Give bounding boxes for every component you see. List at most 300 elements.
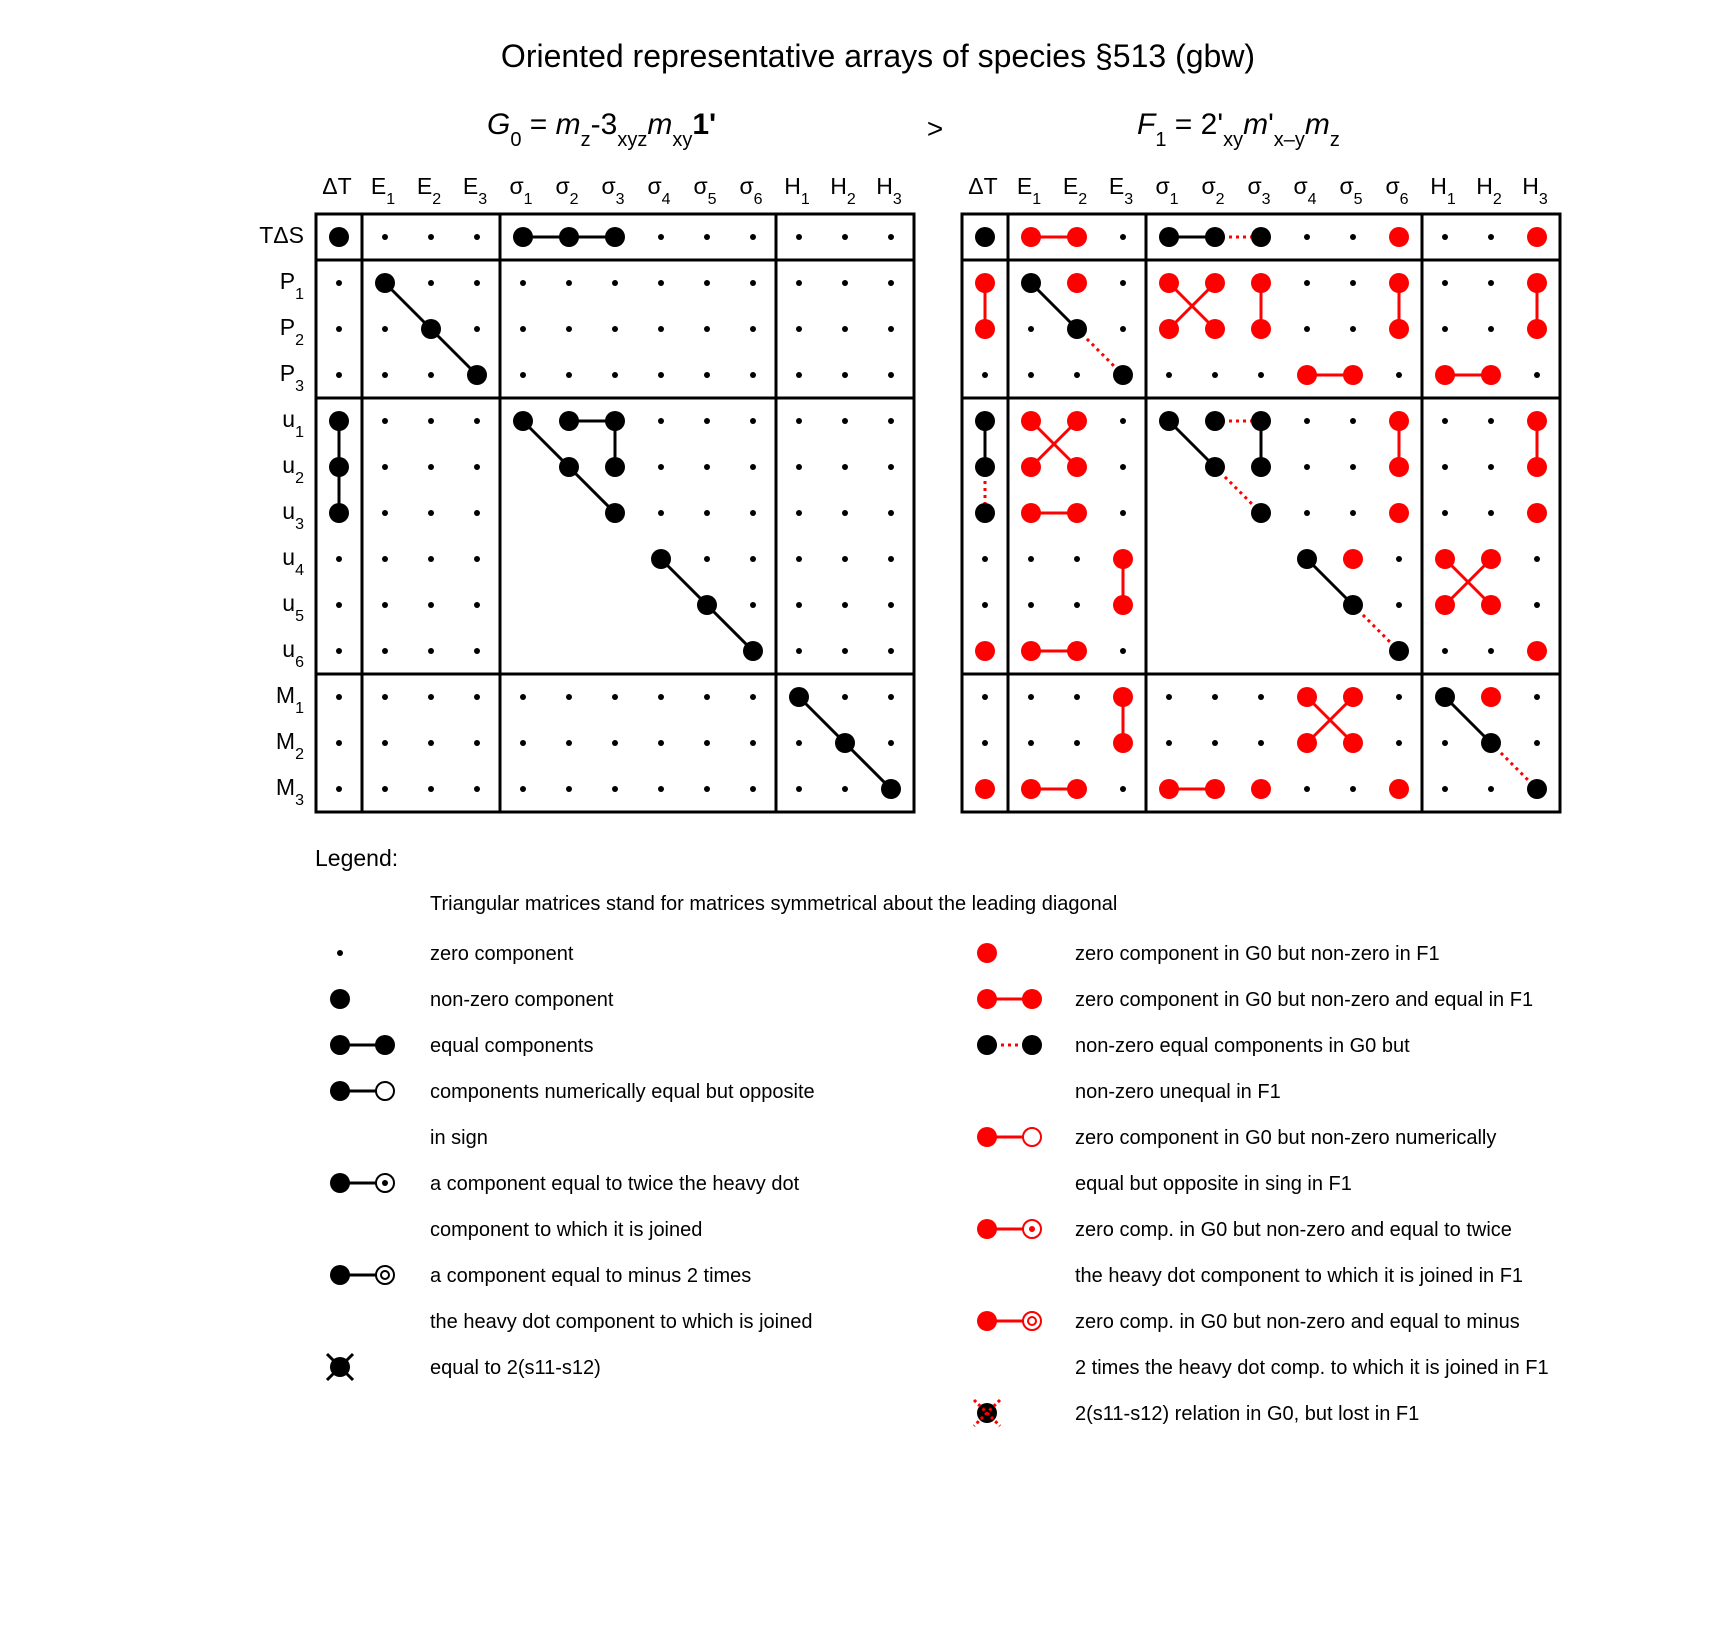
zero-component-dot: [382, 694, 388, 700]
zero-component-dot: [1488, 418, 1494, 424]
zero-component-dot: [336, 786, 342, 792]
row-header-base: P: [279, 360, 296, 386]
column-header: [647, 173, 670, 208]
red-component-dot: [1527, 227, 1547, 247]
column-header: [876, 173, 902, 208]
column-header-base: σ: [509, 173, 524, 199]
zero-component-dot: [1396, 602, 1402, 608]
row-header: [280, 268, 304, 303]
row-header: [259, 222, 304, 248]
nonzero-component-dot: [1021, 273, 1041, 293]
row-header-sub: 2: [295, 746, 304, 763]
formula-part: x–y: [1273, 129, 1305, 151]
zero-component-dot: [750, 602, 756, 608]
zero-component-dot: [1304, 280, 1310, 286]
column-header-sub: 2: [432, 191, 442, 208]
column-header: [463, 173, 487, 208]
red-component-dot: [1435, 549, 1455, 569]
red-component-dot: [1343, 733, 1363, 753]
red-component-dot: [1389, 319, 1409, 339]
nonzero-component-dot: [1205, 227, 1225, 247]
red-component-dot: [1435, 365, 1455, 385]
zero-component-dot: [796, 510, 802, 516]
red-component-dot: [1389, 411, 1409, 431]
link-start-icon: [330, 1173, 350, 1193]
link-start-icon: [330, 1081, 350, 1101]
block-frame: [1422, 398, 1560, 674]
row-header-base: u: [282, 636, 296, 662]
zero-component-dot: [428, 740, 434, 746]
red-component-dot: [1389, 457, 1409, 477]
red-component-dot: [1481, 365, 1501, 385]
nonzero-component-dot: [559, 227, 579, 247]
nonzero-component-dot: [1251, 227, 1271, 247]
zero-component-dot: [888, 510, 894, 516]
legend-item-text: non-zero equal components in G0 but: [1075, 1035, 1410, 1057]
red-component-dot: [1021, 503, 1041, 523]
nonzero-component-dot: [1159, 411, 1179, 431]
column-header: [1109, 173, 1133, 208]
column-header-base: ΔT: [322, 173, 352, 199]
column-header: [1063, 173, 1087, 208]
red-component-dot: [1067, 641, 1087, 661]
nonzero-component-dot: [559, 411, 579, 431]
column-header: [1476, 173, 1502, 208]
zero-component-dot: [1304, 418, 1310, 424]
zero-component-dot: [888, 464, 894, 470]
row-header-sub: 4: [295, 562, 304, 579]
link-start-icon: [330, 1035, 350, 1055]
zero-component-dot: [658, 234, 664, 240]
nonzero-component-dot: [1527, 779, 1547, 799]
inner-ring-icon: [381, 1271, 389, 1279]
column-header: [1247, 173, 1270, 208]
column-header-base: E: [1016, 173, 1033, 199]
zero-component-dot: [566, 786, 572, 792]
legend-item-text: a component equal to minus 2 times: [430, 1265, 752, 1287]
block-frame: [776, 398, 914, 674]
column-header-sub: 3: [892, 191, 902, 208]
row-header-sub: 3: [295, 792, 304, 809]
inner-ring-icon: [1028, 1317, 1036, 1325]
column-header-sub: 3: [1261, 191, 1271, 208]
row-header: [280, 360, 304, 395]
column-header-base: σ: [1339, 173, 1354, 199]
column-header-base: σ: [739, 173, 754, 199]
column-header: [1293, 173, 1316, 208]
row-header-base: P: [279, 268, 296, 294]
diagram-title: Oriented representative arrays of species §513 (gbw): [500, 38, 1256, 74]
zero-component-dot: [750, 418, 756, 424]
column-header-base: H: [1476, 173, 1493, 199]
column-header-sub: 1: [800, 191, 810, 208]
zero-component-dot: [1396, 740, 1402, 746]
zero-component-dot: [1120, 786, 1126, 792]
zero-component-dot: [1304, 326, 1310, 332]
zero-component-dot: [382, 372, 388, 378]
zero-component-dot: [1396, 694, 1402, 700]
open-circle-icon: [376, 1082, 394, 1100]
red-component-dot: [975, 779, 995, 799]
red-component-dot: [1205, 319, 1225, 339]
zero-component-dot: [474, 280, 480, 286]
zero-component-dot: [336, 602, 342, 608]
column-header-sub: 2: [1078, 191, 1088, 208]
legend-item-text: equal but opposite in sing in F1: [1075, 1173, 1352, 1195]
red-component-dot: [1297, 365, 1317, 385]
zero-component-dot: [750, 694, 756, 700]
zero-component-dot: [382, 234, 388, 240]
zero-component-dot: [1120, 280, 1126, 286]
zero-component-dot: [428, 510, 434, 516]
block-frame: [362, 398, 500, 674]
zero-component-dot: [1166, 740, 1172, 746]
column-header-sub: 2: [1492, 191, 1502, 208]
zero-component-dot: [474, 464, 480, 470]
red-component-dot: [1389, 779, 1409, 799]
zero-component-dot: [1350, 464, 1356, 470]
zero-component-dot: [1028, 602, 1034, 608]
zero-component-dot: [382, 786, 388, 792]
zero-component-dot: [428, 786, 434, 792]
column-header-sub: 6: [1399, 191, 1409, 208]
zero-component-dot: [842, 602, 848, 608]
nonzero-component-dot: [375, 273, 395, 293]
nonzero-component-dot: [605, 227, 625, 247]
zero-component-dot: [796, 326, 802, 332]
zero-component-dot: [704, 280, 710, 286]
zero-component-dot: [1350, 326, 1356, 332]
zero-component-dot: [382, 326, 388, 332]
zero-component-dot: [566, 280, 572, 286]
column-header-sub: 3: [1538, 191, 1548, 208]
row-header-base: M: [275, 682, 296, 708]
row-header-sub: 5: [295, 608, 304, 625]
zero-component-dot: [1212, 740, 1218, 746]
zero-component-dot: [1120, 418, 1126, 424]
column-header: [1522, 173, 1548, 208]
zero-component-dot: [888, 280, 894, 286]
nonzero-component-dot: [975, 503, 995, 523]
right-array: [962, 173, 1560, 812]
red-component-dot: [1067, 779, 1087, 799]
zero-component-dot: [658, 786, 664, 792]
zero-component-dot: [612, 694, 618, 700]
nonzero-component-dot: [1113, 365, 1133, 385]
column-header: [555, 173, 578, 208]
zero-component-dot: [520, 694, 526, 700]
row-header: [276, 774, 304, 809]
zero-component-dot: [566, 740, 572, 746]
red-component-dot: [1067, 411, 1087, 431]
row-header-base: TΔS: [259, 222, 304, 248]
formula-part: G: [487, 108, 511, 141]
column-header-sub: 4: [1307, 191, 1317, 208]
column-header-sub: 3: [478, 191, 488, 208]
zero-component-dot: [474, 786, 480, 792]
nonzero-component-dot: [605, 457, 625, 477]
zero-component-dot: [1212, 372, 1218, 378]
nonzero-component-dot: [1067, 319, 1087, 339]
zero-component-dot: [658, 326, 664, 332]
legend-group: [327, 943, 1549, 1426]
block-frame: [1008, 398, 1146, 674]
formula-part: = 2': [1166, 108, 1224, 141]
zero-component-dot: [888, 648, 894, 654]
legend-item-text: equal to 2(s11-s12): [430, 1357, 601, 1379]
zero-component-dot: [520, 740, 526, 746]
legend-item-text: equal components: [430, 1035, 594, 1057]
zero-component-dot: [796, 280, 802, 286]
row-header: [280, 314, 304, 349]
zero-component-dot: [1074, 372, 1080, 378]
column-header: [371, 173, 395, 208]
column-header-base: E: [370, 173, 387, 199]
red-component-dot: [1251, 779, 1271, 799]
big-dot-icon: [330, 989, 350, 1009]
zero-component-dot: [336, 740, 342, 746]
red-component-dot: [1205, 273, 1225, 293]
zero-component-dot: [1166, 694, 1172, 700]
nonzero-component-dot: [1481, 733, 1501, 753]
link-start-icon: [330, 1265, 350, 1285]
zero-component-dot: [428, 418, 434, 424]
legend-item-text: a component equal to twice the heavy dot: [430, 1173, 800, 1195]
row-header-sub: 6: [295, 654, 304, 671]
zero-component-dot: [704, 510, 710, 516]
zero-component-dot: [428, 464, 434, 470]
zero-component-dot: [1534, 602, 1540, 608]
link-end-icon: [1022, 989, 1042, 1009]
zero-component-dot: [658, 694, 664, 700]
zero-component-dot: [796, 740, 802, 746]
zero-component-dot: [796, 464, 802, 470]
column-header-base: E: [416, 173, 433, 199]
zero-component-dot: [982, 740, 988, 746]
legend-item-text: component to which it is joined: [430, 1219, 703, 1241]
column-header-base: σ: [1247, 173, 1262, 199]
red-component-dot: [1021, 779, 1041, 799]
row-header-sub: 3: [295, 516, 304, 533]
zero-component-dot: [842, 280, 848, 286]
zero-component-dot: [842, 556, 848, 562]
red-component-dot: [1067, 457, 1087, 477]
row-header: [282, 544, 304, 579]
zero-component-dot: [842, 372, 848, 378]
zero-component-dot: [474, 234, 480, 240]
link-start-icon: [977, 1127, 997, 1147]
formula-part: =: [521, 108, 556, 141]
zero-component-dot: [1442, 510, 1448, 516]
nonzero-component-dot: [1297, 549, 1317, 569]
column-header: [1201, 173, 1224, 208]
column-header-sub: 5: [707, 191, 717, 208]
zero-component-dot: [1212, 694, 1218, 700]
zero-component-dot: [704, 556, 710, 562]
zero-component-dot: [1534, 740, 1540, 746]
legend-heading: Legend:: [315, 845, 399, 871]
zero-component-dot: [704, 694, 710, 700]
red-component-dot: [1527, 411, 1547, 431]
column-header: [417, 173, 441, 208]
column-header: [322, 173, 351, 199]
zero-component-dot: [1350, 418, 1356, 424]
nonzero-component-dot: [651, 549, 671, 569]
red-component-dot: [1481, 595, 1501, 615]
zero-component-dot: [1350, 234, 1356, 240]
zero-component-dot: [382, 648, 388, 654]
zero-component-dot: [1258, 372, 1264, 378]
comparator: >: [926, 113, 944, 144]
zero-component-dot: [1442, 234, 1448, 240]
column-header-sub: 2: [1215, 191, 1225, 208]
red-component-dot: [1297, 687, 1317, 707]
open-circle-icon: [1023, 1128, 1041, 1146]
column-header-sub: 2: [846, 191, 856, 208]
zero-component-dot: [520, 786, 526, 792]
nonzero-component-dot: [1251, 457, 1271, 477]
block-frame: [500, 674, 776, 812]
zero-component-dot: [1488, 326, 1494, 332]
legend-item-text: 2(s11-s12) relation in G0, but lost in F1: [1075, 1403, 1420, 1425]
red-component-dot: [1021, 641, 1041, 661]
column-header-base: σ: [647, 173, 662, 199]
legend-item-text: zero component in G0 but non-zero numerically: [1075, 1127, 1497, 1149]
zero-component-dot: [1028, 372, 1034, 378]
nonzero-component-dot: [975, 227, 995, 247]
column-header: [1339, 173, 1362, 208]
red-component-dot: [1481, 549, 1501, 569]
formula-part: m: [647, 108, 673, 141]
zero-component-dot: [1028, 326, 1034, 332]
zero-component-dot: [1120, 234, 1126, 240]
formula-part: m: [1304, 108, 1330, 141]
big-dot-icon: [977, 943, 997, 963]
nonzero-component-dot: [881, 779, 901, 799]
zero-component-dot: [1028, 740, 1034, 746]
zero-component-dot: [520, 280, 526, 286]
red-component-dot: [975, 641, 995, 661]
inner-dot-icon: [382, 1180, 388, 1186]
zero-component-dot: [982, 556, 988, 562]
legend-item-text: 2 times the heavy dot comp. to which it is joined in F1: [1075, 1357, 1549, 1379]
nonzero-component-dot: [605, 503, 625, 523]
zero-component-dot: [750, 372, 756, 378]
small-dot-icon: [337, 950, 343, 956]
zero-component-dot: [1534, 694, 1540, 700]
zero-component-dot: [982, 602, 988, 608]
column-header-sub: 2: [569, 191, 579, 208]
row-header-sub: 1: [295, 700, 304, 717]
formula-part: ': [1268, 108, 1274, 141]
row-header-sub: 2: [295, 332, 304, 349]
zero-component-dot: [658, 510, 664, 516]
nonzero-component-dot: [605, 411, 625, 431]
zero-component-dot: [1166, 372, 1172, 378]
zero-component-dot: [566, 372, 572, 378]
nonzero-component-dot: [743, 641, 763, 661]
formula-part: 1: [1155, 129, 1167, 151]
legend-item-text: the heavy dot component to which is joined: [430, 1311, 813, 1333]
row-header-sub: 2: [295, 470, 304, 487]
nonzero-component-dot: [467, 365, 487, 385]
red-component-dot: [1159, 319, 1179, 339]
column-header-base: E: [1062, 173, 1079, 199]
link-end-icon: [1022, 1035, 1042, 1055]
zero-component-dot: [658, 464, 664, 470]
row-header-sub: 3: [295, 378, 304, 395]
zero-component-dot: [888, 556, 894, 562]
column-header-sub: 1: [386, 191, 396, 208]
zero-component-dot: [704, 326, 710, 332]
red-component-dot: [1389, 273, 1409, 293]
zero-component-dot: [704, 234, 710, 240]
column-header-sub: 4: [661, 191, 671, 208]
nonzero-component-dot: [559, 457, 579, 477]
zero-component-dot: [1350, 510, 1356, 516]
formula-part: 0: [510, 129, 522, 151]
red-component-dot: [1067, 273, 1087, 293]
zero-component-dot: [1120, 648, 1126, 654]
column-header: [1385, 173, 1408, 208]
zero-component-dot: [428, 234, 434, 240]
column-header: [693, 173, 716, 208]
column-header: [1155, 173, 1178, 208]
zero-component-dot: [842, 510, 848, 516]
legend-item-text: zero comp. in G0 but non-zero and equal to minus: [1075, 1311, 1520, 1333]
zero-component-dot: [1074, 556, 1080, 562]
zero-component-dot: [750, 786, 756, 792]
red-component-dot: [1343, 365, 1363, 385]
red-component-dot: [1021, 227, 1041, 247]
zero-component-dot: [612, 280, 618, 286]
red-component-dot: [1481, 687, 1501, 707]
column-header-sub: 1: [1446, 191, 1456, 208]
zero-component-dot: [1488, 464, 1494, 470]
red-component-dot: [1297, 733, 1317, 753]
left-formula: [487, 108, 716, 151]
zero-component-dot: [1304, 786, 1310, 792]
right-formula: [1137, 108, 1340, 151]
zero-component-dot: [1258, 694, 1264, 700]
zero-component-dot: [1074, 694, 1080, 700]
zero-component-dot: [474, 418, 480, 424]
zero-component-dot: [658, 418, 664, 424]
legend-item-text: non-zero component: [430, 989, 614, 1011]
red-component-dot: [1205, 779, 1225, 799]
red-component-dot: [1389, 227, 1409, 247]
zero-component-dot: [704, 418, 710, 424]
row-header-base: u: [282, 590, 296, 616]
legend-item-text: non-zero unequal in F1: [1075, 1081, 1281, 1103]
zero-component-dot: [474, 326, 480, 332]
red-component-dot: [1159, 273, 1179, 293]
red-component-dot: [975, 319, 995, 339]
zero-component-dot: [382, 740, 388, 746]
zero-component-dot: [888, 418, 894, 424]
link-end-icon: [375, 1035, 395, 1055]
red-component-dot: [1527, 457, 1547, 477]
zero-component-dot: [382, 556, 388, 562]
column-header-sub: 1: [1032, 191, 1042, 208]
block-frame: [1146, 260, 1422, 398]
row-header-base: u: [282, 452, 296, 478]
zero-component-dot: [612, 740, 618, 746]
zero-component-dot: [336, 326, 342, 332]
zero-component-dot: [336, 694, 342, 700]
red-component-dot: [1113, 687, 1133, 707]
formula-part: m: [1243, 108, 1269, 141]
